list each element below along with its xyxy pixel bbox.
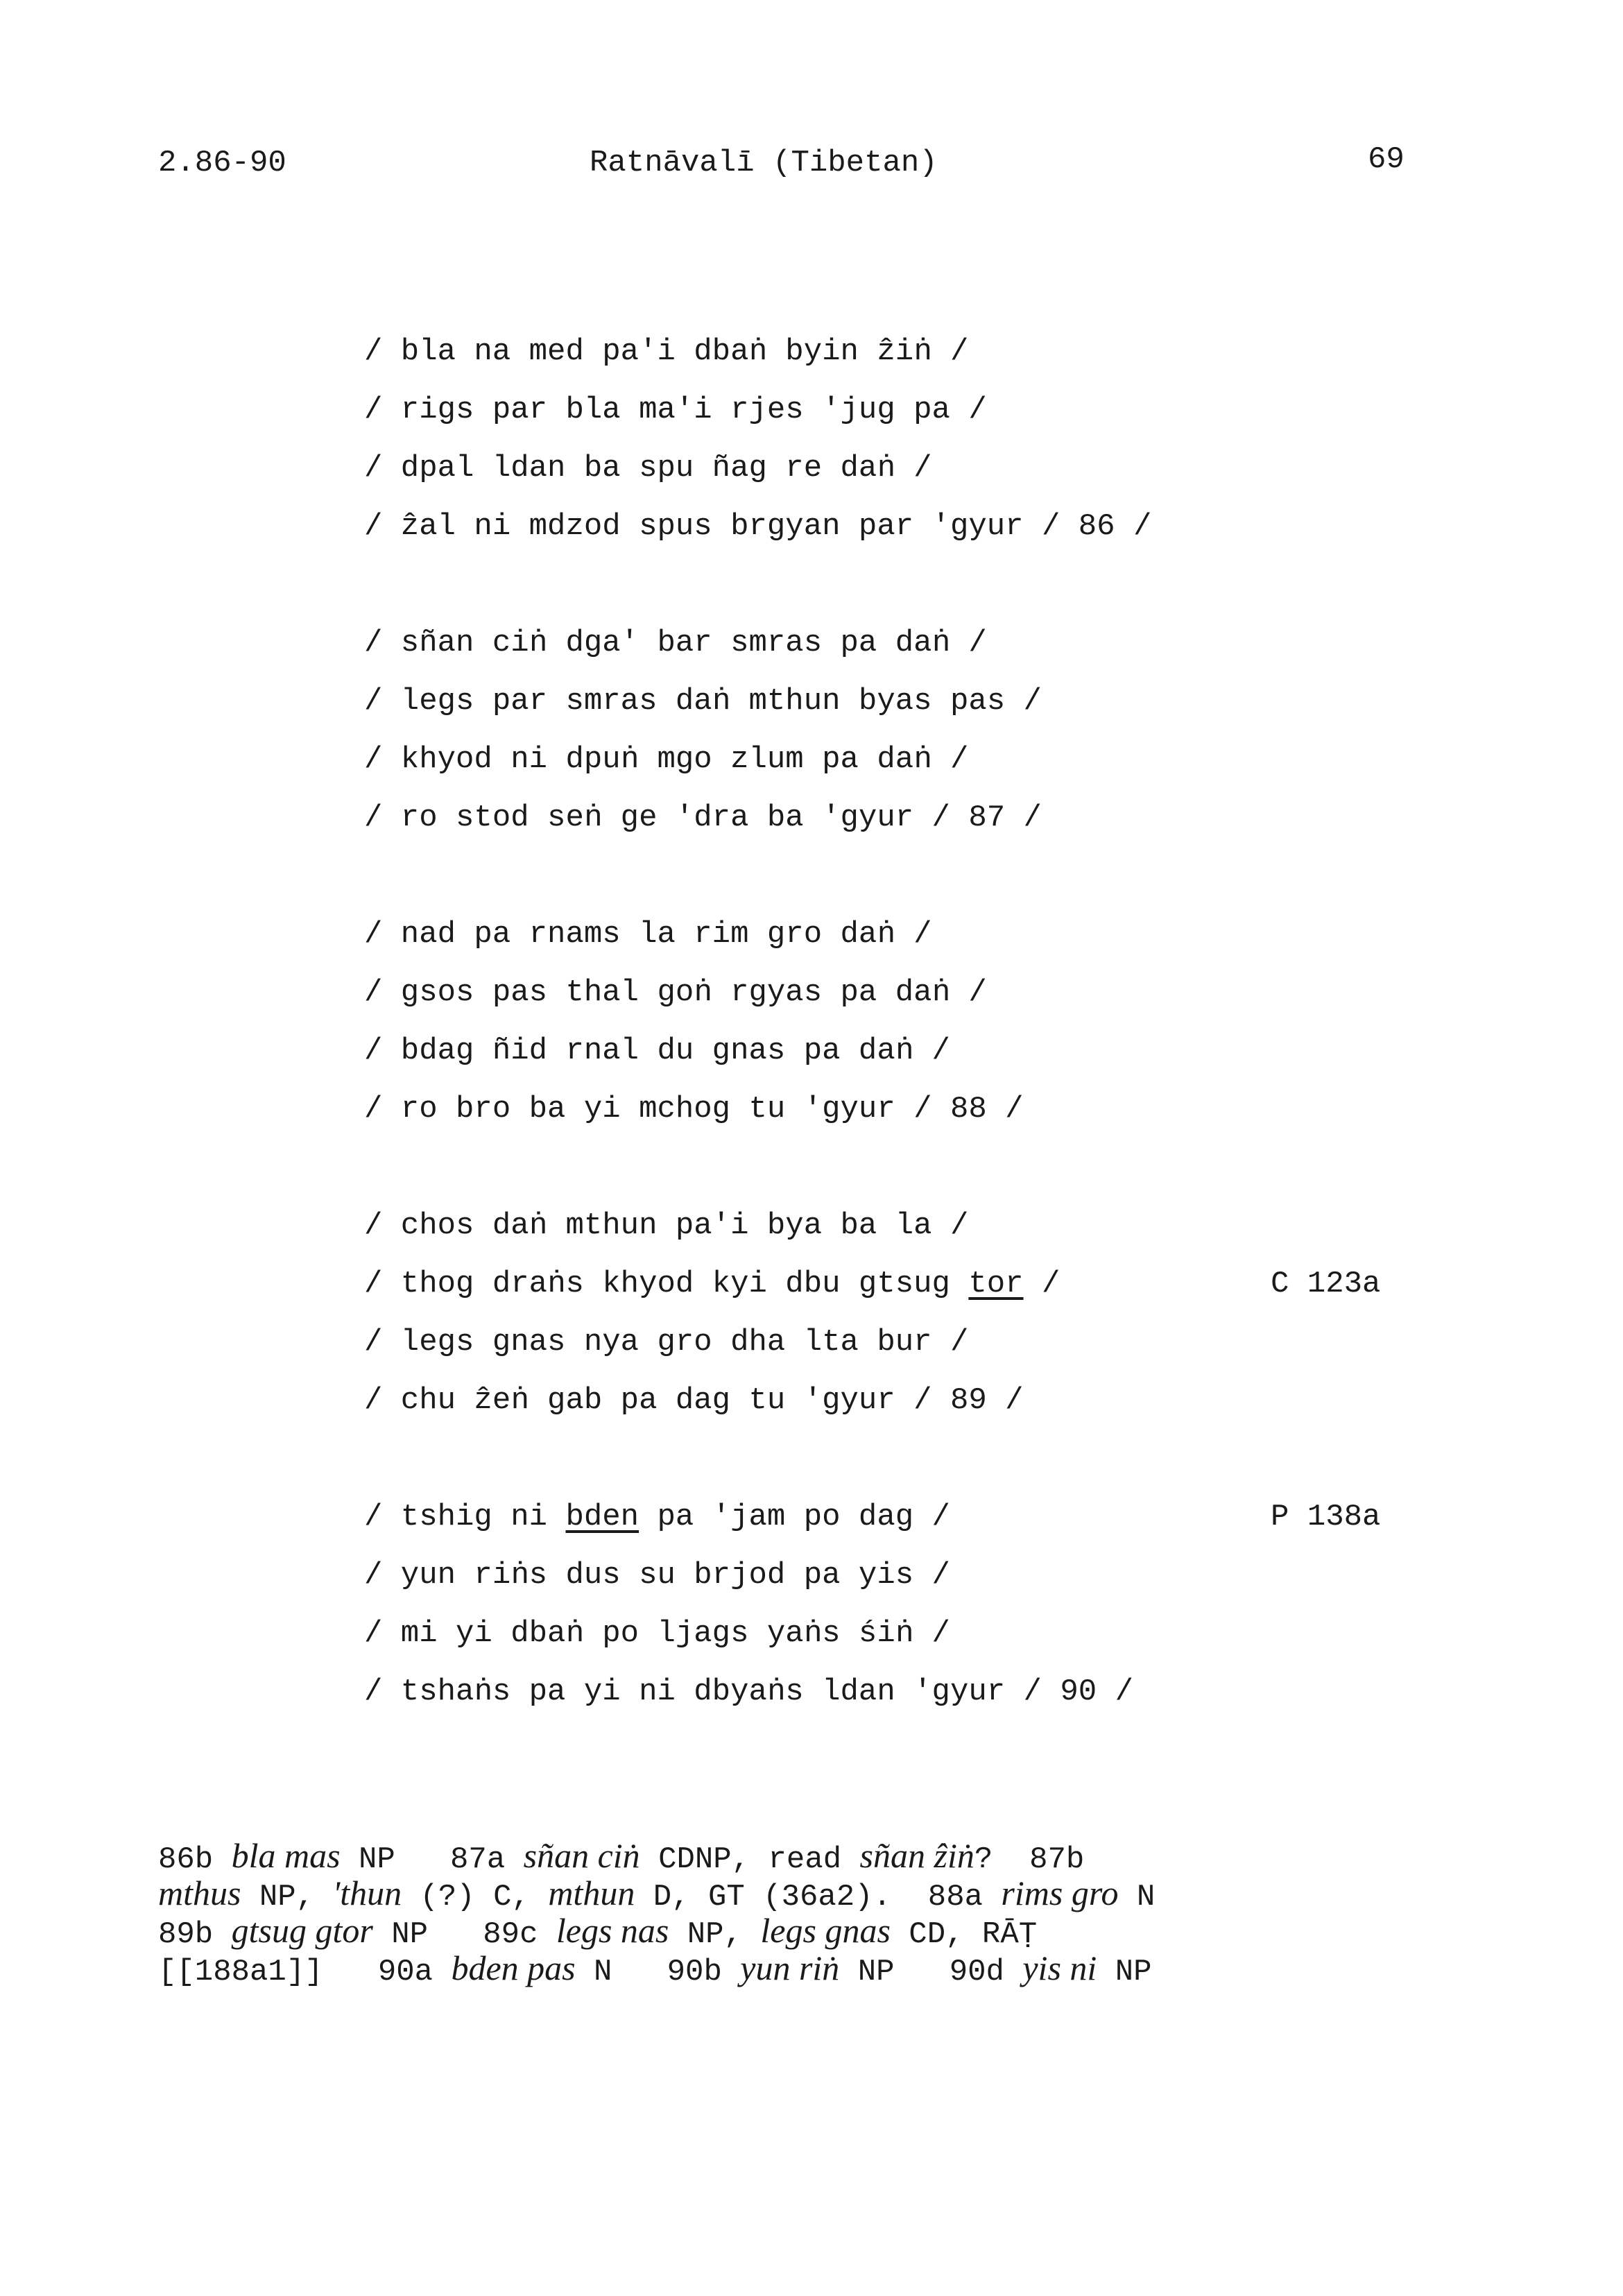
verse-line	[364, 1255, 1509, 1313]
verse-block	[364, 323, 1509, 1779]
verse-line: / bla na med pa'i dbaṅ byin ẑiṅ /	[364, 334, 969, 369]
verse-line: / ro bro ba yi mchog tu 'gyur / 88 /	[364, 1092, 1024, 1126]
verse-text: / thog draṅs khyod kyi dbu gtsug	[364, 1267, 969, 1301]
verse-text: pa 'jam po dag /	[639, 1500, 950, 1534]
verse-line: / yun riṅs dus su brjod pa yis /	[364, 1558, 950, 1593]
note-text: ? 87b	[974, 1842, 1085, 1877]
note-variant: yun riṅ	[740, 1948, 840, 1987]
note-text: NP	[1097, 1955, 1152, 1989]
verse-line: / nad pa rnams la rim gro daṅ /	[364, 917, 932, 952]
verse-line: / mi yi dbaṅ po ljags yaṅs śiṅ /	[364, 1616, 950, 1651]
verse-line	[364, 1488, 1509, 1546]
footnote-line	[158, 1911, 1476, 1952]
verse-line: / ẑal ni mdzod spus brgyan par 'gyur / 86 /	[364, 509, 1152, 544]
verse-line: / chos daṅ mthun pa'i bya ba la /	[364, 1208, 969, 1243]
note-text: (?) C,	[402, 1880, 549, 1914]
note-text: [[188a1]] 90a	[158, 1955, 452, 1989]
header-section-range: 2.86-90	[158, 146, 286, 180]
verse-line: / gsos pas thal goṅ rgyas pa daṅ /	[364, 975, 987, 1010]
note-text: NP,	[241, 1880, 333, 1914]
folio-reference: C 123a	[1271, 1267, 1381, 1301]
note-text: NP,	[669, 1917, 761, 1952]
verse-text: /	[1023, 1267, 1060, 1301]
stanza	[364, 323, 1509, 556]
stanza	[364, 614, 1509, 847]
verse-line: / sñan ciṅ dga' bar smras pa daṅ /	[364, 626, 987, 660]
verse-line: / dpal ldan ba spu ñag re daṅ /	[364, 451, 932, 486]
verse-line: / khyod ni dpuṅ mgo zlum pa daṅ /	[364, 742, 969, 777]
note-text: NP 87a	[340, 1842, 524, 1877]
note-variant: legs nas	[556, 1911, 669, 1950]
note-variant: sñan ẑiṅ	[859, 1836, 974, 1875]
verse-line: / rigs par bla ma'i rjes 'jug pa /	[364, 393, 987, 427]
verse-line: / tshaṅs pa yi ni dbyaṅs ldan 'gyur / 90 /	[364, 1674, 1133, 1709]
footnote-line	[158, 1949, 1476, 1987]
note-text: N	[1118, 1880, 1156, 1914]
stanza	[364, 1197, 1509, 1430]
note-variant: rims gro	[1001, 1874, 1119, 1912]
stanza	[364, 1488, 1509, 1721]
note-variant: gtsug gtor	[231, 1911, 373, 1950]
header-title: Ratnāvalī (Tibetan)	[590, 146, 938, 180]
note-variant: 'thun	[332, 1874, 402, 1912]
note-variant: bden pas	[451, 1948, 576, 1987]
verse-line: / legs par smras daṅ mthun byas pas /	[364, 684, 1042, 719]
note-text: CDNP, read	[639, 1842, 860, 1877]
folio-reference: P 138a	[1271, 1500, 1381, 1534]
verse-line: / bdag ñid rnal du gnas pa daṅ /	[364, 1034, 950, 1068]
note-variant: mthun	[548, 1874, 635, 1912]
note-variant: legs gnas	[760, 1911, 891, 1950]
note-variant: bla mas	[231, 1836, 341, 1875]
verse-line: / legs gnas nya gro dha lta bur /	[364, 1325, 969, 1360]
verse-line: / ro stod seṅ ge 'dra ba 'gyur / 87 /	[364, 800, 1042, 835]
note-text: NP 89c	[372, 1917, 556, 1952]
note-text: 86b	[158, 1842, 232, 1877]
note-text: N 90b	[575, 1955, 741, 1989]
underlined-word: bden	[565, 1500, 639, 1534]
verse-line: / chu ẑeṅ gab pa dag tu 'gyur / 89 /	[364, 1383, 1024, 1418]
note-variant: sñan ciṅ	[523, 1836, 640, 1875]
note-text: D, GT (36a2). 88a	[635, 1880, 1002, 1914]
note-variant: yis ni	[1022, 1948, 1097, 1987]
note-text: CD, RĀṬ	[890, 1917, 1038, 1952]
footnotes	[158, 1837, 1476, 1987]
page-number: 69	[1368, 142, 1405, 177]
underlined-word: tor	[968, 1267, 1024, 1301]
note-text: 89b	[158, 1917, 232, 1952]
footnote-line	[158, 1836, 1476, 1877]
note-variant: mthus	[158, 1874, 241, 1912]
stanza	[364, 905, 1509, 1138]
verse-text: / tshig ni	[364, 1500, 566, 1534]
footnote-line	[158, 1874, 1476, 1912]
note-text: NP 90d	[839, 1955, 1023, 1989]
